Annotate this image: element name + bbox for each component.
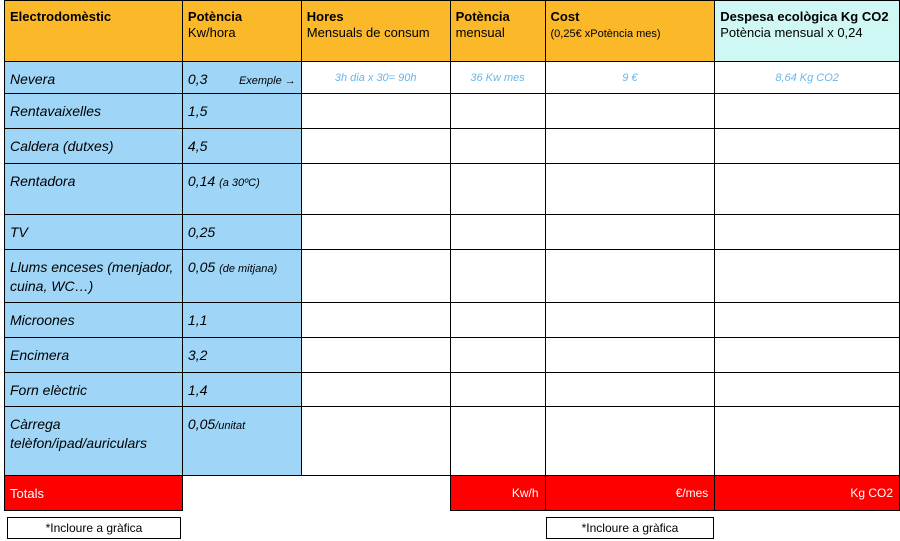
appliance-name: TV	[5, 215, 183, 250]
totals-row	[5, 476, 900, 511]
hours-cell[interactable]	[301, 129, 450, 164]
header-power: Potència Kw/hora	[182, 1, 301, 62]
totals-cost-unit[interactable]: €/mes	[545, 476, 715, 511]
totals-eco-unit[interactable]: Kg CO2	[715, 476, 900, 511]
appliance-power: 0,3 Exemple →	[182, 62, 301, 94]
eco-cell[interactable]	[715, 164, 900, 215]
totals-label: Totals	[5, 476, 183, 511]
table-row	[5, 94, 900, 129]
appliance-name: Rentadora	[5, 164, 183, 215]
appliance-power: 3,2	[182, 338, 301, 373]
cost-cell[interactable]	[545, 250, 715, 303]
eco-cell[interactable]	[715, 250, 900, 303]
eco-cell[interactable]	[715, 94, 900, 129]
appliance-name: Microones	[5, 303, 183, 338]
appliance-name: Llums enceses (menjador, cuina, WC…)	[5, 250, 183, 303]
appliance-power: 1,4	[182, 373, 301, 407]
chart-note-right: *Incloure a gràfica	[546, 517, 714, 539]
appliance-name: Nevera	[5, 62, 183, 94]
eco-cell[interactable]	[715, 215, 900, 250]
eco-cell[interactable]	[715, 303, 900, 338]
header-hours: Hores Mensuals de consum	[301, 1, 450, 62]
monthly-cell[interactable]	[450, 407, 545, 476]
energy-table	[4, 0, 900, 511]
table-row	[5, 164, 900, 215]
eco-cell[interactable]	[715, 338, 900, 373]
header-eco: Despesa ecològica Kg CO2 Potència mensual x 0,24	[715, 1, 900, 62]
cost-cell[interactable]	[545, 373, 715, 407]
appliance-power: 0,05 (de mitjana)	[182, 250, 301, 303]
appliance-power: 0,05/unitat	[182, 407, 301, 476]
hours-cell[interactable]	[301, 303, 450, 338]
table-row	[5, 373, 900, 407]
hours-cell[interactable]	[301, 407, 450, 476]
hours-cell[interactable]	[301, 215, 450, 250]
monthly-cell[interactable]	[450, 250, 545, 303]
cost-cell[interactable]	[545, 407, 715, 476]
hours-cell[interactable]	[301, 338, 450, 373]
table-row	[5, 303, 900, 338]
monthly-cell[interactable]	[450, 164, 545, 215]
appliance-power: 1,5	[182, 94, 301, 129]
eco-cell[interactable]	[715, 129, 900, 164]
cost-cell[interactable]	[545, 303, 715, 338]
table-row	[5, 62, 900, 94]
hours-cell[interactable]	[301, 373, 450, 407]
monthly-cell[interactable]	[450, 129, 545, 164]
appliance-name: Caldera (dutxes)	[5, 129, 183, 164]
appliance-power: 4,5	[182, 129, 301, 164]
header-monthly-power: Potència mensual	[450, 1, 545, 62]
hours-cell[interactable]	[301, 164, 450, 215]
appliance-name: Forn elèctric	[5, 373, 183, 407]
cost-cell[interactable]	[545, 338, 715, 373]
cost-cell[interactable]	[545, 129, 715, 164]
monthly-cell[interactable]	[450, 303, 545, 338]
totals-spacer	[301, 476, 450, 511]
totals-monthly-unit[interactable]: Kw/h	[450, 476, 545, 511]
appliance-power: 0,14 (a 30ºC)	[182, 164, 301, 215]
appliance-name: Càrrega telèfon/ipad/auriculars	[5, 407, 183, 476]
hours-cell[interactable]	[301, 250, 450, 303]
example-cost: 9 €	[545, 62, 715, 94]
eco-cell[interactable]	[715, 373, 900, 407]
cost-cell[interactable]	[545, 215, 715, 250]
monthly-cell[interactable]	[450, 94, 545, 129]
appliance-name: Encimera	[5, 338, 183, 373]
monthly-cell[interactable]	[450, 215, 545, 250]
header-row	[5, 1, 900, 62]
header-appliance: Electrodomèstic	[5, 1, 183, 62]
table-row	[5, 215, 900, 250]
appliance-power: 1,1	[182, 303, 301, 338]
monthly-cell[interactable]	[450, 338, 545, 373]
appliance-power: 0,25	[182, 215, 301, 250]
chart-note-left: *Incloure a gràfica	[7, 517, 181, 539]
example-hours: 3h dia x 30= 90h	[301, 62, 450, 94]
cost-cell[interactable]	[545, 94, 715, 129]
example-eco: 8,64 Kg CO2	[715, 62, 900, 94]
totals-spacer	[182, 476, 301, 511]
table-row	[5, 338, 900, 373]
monthly-cell[interactable]	[450, 373, 545, 407]
table-row	[5, 129, 900, 164]
hours-cell[interactable]	[301, 94, 450, 129]
appliance-name: Rentavaixelles	[5, 94, 183, 129]
cost-cell[interactable]	[545, 164, 715, 215]
table-row	[5, 250, 900, 303]
table-row	[5, 407, 900, 476]
example-monthly: 36 Kw mes	[450, 62, 545, 94]
eco-cell[interactable]	[715, 407, 900, 476]
example-label: Exemple →	[238, 75, 296, 87]
header-cost: Cost (0,25€ xPotència mes)	[545, 1, 715, 62]
